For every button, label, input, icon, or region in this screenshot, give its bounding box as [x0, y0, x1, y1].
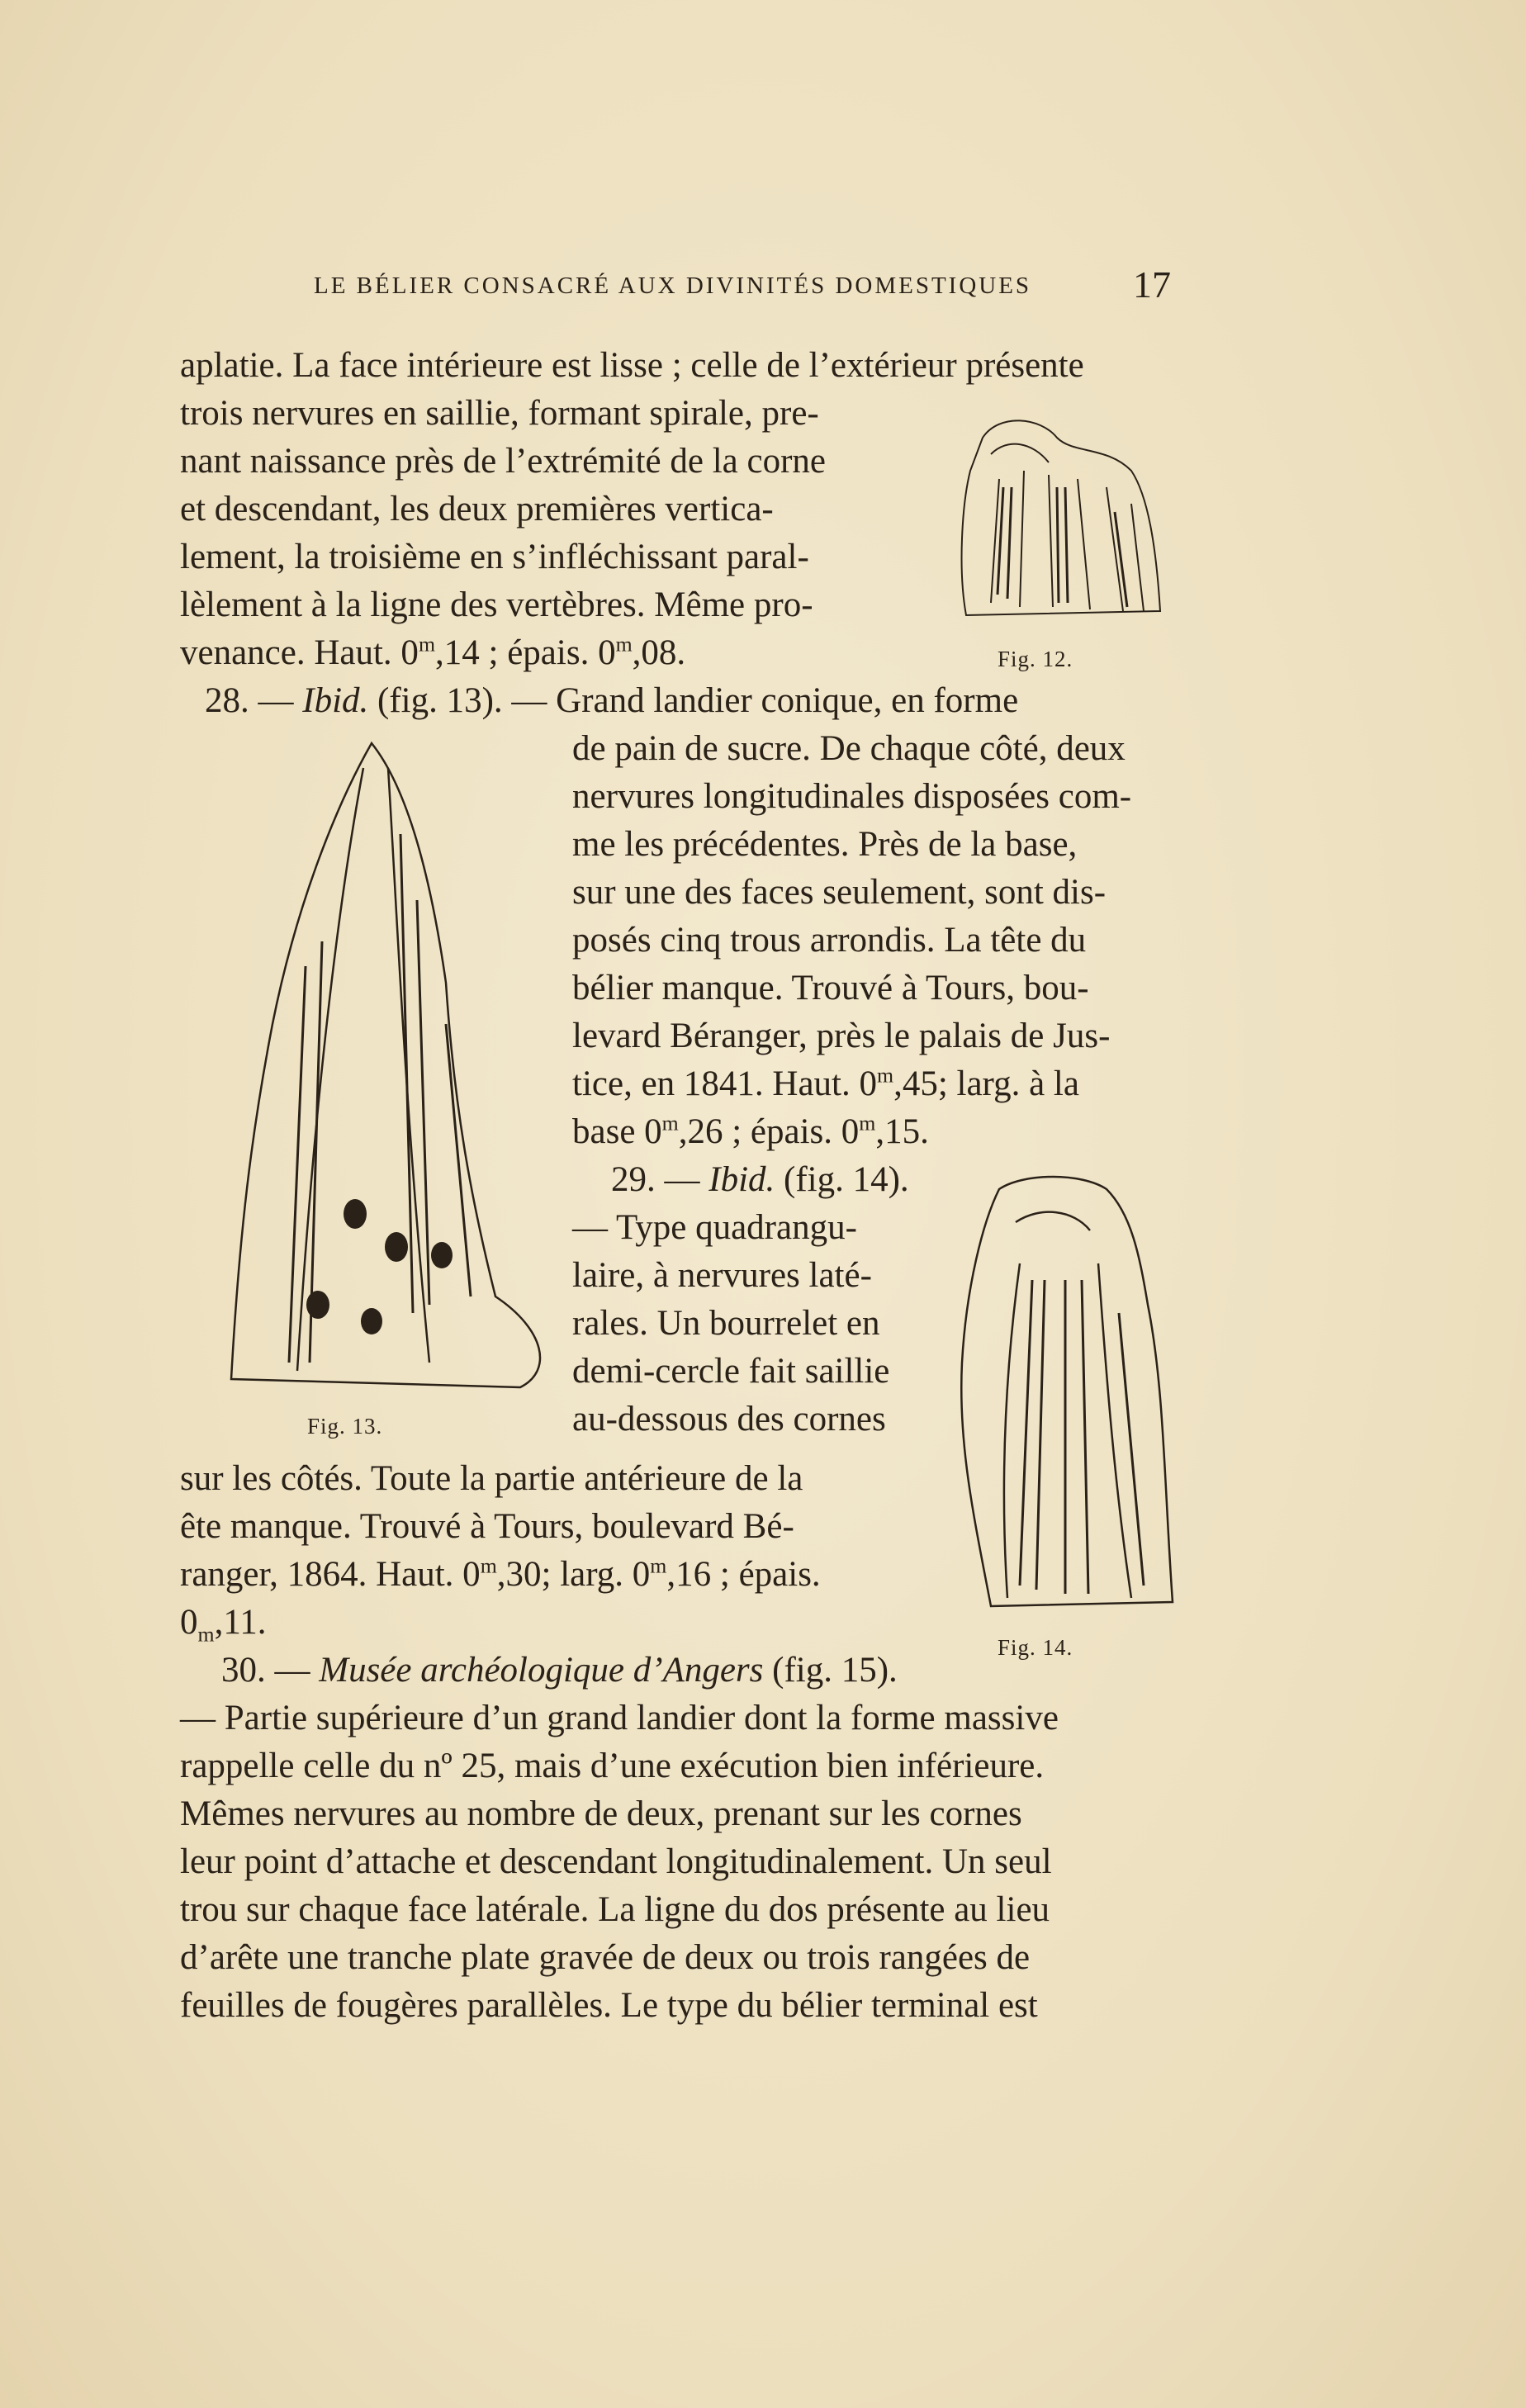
text-line: au-dessous des cornes — [572, 1400, 886, 1439]
text-line — [180, 1599, 266, 1647]
figure-13-illustration — [206, 735, 562, 1404]
text-span: venance. Haut. 0 — [180, 633, 419, 672]
figure-14-illustration — [941, 1173, 1189, 1619]
italic-text: Musée archéologique d’Angers — [319, 1651, 764, 1690]
text-line: nervures longitudinales disposées com- — [572, 777, 1132, 816]
text-line: laire, à nervures laté- — [572, 1256, 872, 1295]
superscript: m — [859, 1111, 876, 1135]
text-span: (fig. 13). — Grand landier conique, en forme — [368, 681, 1019, 720]
text-line: trou sur chaque face latérale. La ligne du dos présente au lieu — [180, 1890, 1050, 1929]
text-line: ête manque. Trouvé à Tours, boulevard Bé- — [180, 1507, 794, 1546]
text-line: levard Béranger, près le palais de Jus- — [572, 1017, 1111, 1055]
text-line: nant naissance près de l’extrémité de la corne — [180, 442, 826, 481]
superscript: m — [877, 1063, 894, 1088]
text-span: ,11. — [214, 1603, 267, 1642]
text-line: — Type quadrangu- — [572, 1208, 857, 1247]
text-line — [180, 629, 685, 677]
text-line: feuilles de fougères parallèles. Le type du bélier terminal est — [180, 1986, 1038, 2025]
text-line: posés cinq trous arrondis. La tête du — [572, 921, 1087, 960]
text-span: (fig. 14). — [775, 1160, 909, 1199]
text-line: aplatie. La face intérieure est lisse ; celle de l’extérieur présente — [180, 346, 1084, 385]
text-span: ,30; larg. 0 — [496, 1555, 651, 1594]
superscript: m — [650, 1553, 667, 1578]
text-line — [221, 1647, 898, 1695]
italic-text: Ibid. — [302, 681, 369, 720]
text-line — [180, 1551, 821, 1599]
text-line — [572, 1108, 929, 1156]
text-line: d’arête une tranche plate gravée de deux ou trois rangées de — [180, 1938, 1031, 1977]
text-line: sur une des faces seulement, sont dis- — [572, 873, 1107, 912]
text-line: sur les côtés. Toute la partie antérieure de la — [180, 1459, 803, 1498]
superscript: m — [661, 1111, 679, 1135]
text-line: me les précédentes. Près de la base, — [572, 825, 1078, 864]
text-line: lèlement à la ligne des vertèbres. Même pro- — [180, 585, 813, 624]
text-span: ,14 ; épais. 0 — [435, 633, 616, 672]
text-span: ,15. — [875, 1112, 929, 1151]
text-line: leur point d’attache et descendant longitudinalement. Un seul — [180, 1842, 1052, 1881]
text-span: base 0 — [572, 1112, 662, 1151]
text-span: 30. — — [221, 1651, 320, 1690]
figure-12-illustration — [933, 405, 1181, 636]
text-span: ,16 ; épais. — [666, 1555, 821, 1594]
text-line: demi-cercle fait saillie — [572, 1352, 890, 1391]
text-line: — Partie supérieure d’un grand landier dont la forme massive — [180, 1699, 1059, 1737]
text-line: rappelle celle du nº 25, mais d’une exécution bien inférieure. — [180, 1747, 1045, 1785]
figure-13-caption: Fig. 13. — [307, 1414, 383, 1439]
text-line: Mêmes nervures au nombre de deux, prenant sur les cornes — [180, 1794, 1022, 1833]
text-line: rales. Un bourrelet en — [572, 1304, 880, 1343]
text-line: bélier manque. Trouvé à Tours, bou- — [572, 969, 1089, 1007]
running-header: LE BÉLIER CONSACRÉ AUX DIVINITÉS DOMESTIQUES — [314, 273, 1032, 299]
text-span: 28. — — [205, 681, 303, 720]
text-line: lement, la troisième en s’infléchissant paral- — [180, 538, 809, 576]
italic-text: Ibid. — [708, 1160, 775, 1199]
text-span: 0 — [180, 1603, 198, 1642]
page-number: 17 — [1133, 263, 1171, 306]
superscript: m — [418, 632, 436, 657]
text-span: tice, en 1841. Haut. 0 — [572, 1064, 877, 1103]
text-span: 29. — — [611, 1160, 709, 1199]
text-line: et descendant, les deux premières vertica- — [180, 490, 774, 529]
subscript: m — [197, 1622, 215, 1647]
text-line: de pain de sucre. De chaque côté, deux — [572, 729, 1126, 768]
text-line — [611, 1156, 909, 1204]
text-span: ,26 ; épais. 0 — [678, 1112, 860, 1151]
text-line — [205, 677, 1018, 725]
figure-14-caption: Fig. 14. — [998, 1635, 1073, 1660]
text-span: ,08. — [632, 633, 686, 672]
superscript: m — [480, 1553, 497, 1578]
text-span: ,45; larg. à la — [893, 1064, 1079, 1103]
text-span: (fig. 15). — [763, 1651, 898, 1690]
superscript: m — [615, 632, 633, 657]
text-line: trois nervures en saillie, formant spirale, pre- — [180, 394, 819, 433]
text-span: ranger, 1864. Haut. 0 — [180, 1555, 481, 1594]
text-line — [572, 1060, 1079, 1108]
figure-12-caption: Fig. 12. — [998, 647, 1073, 671]
